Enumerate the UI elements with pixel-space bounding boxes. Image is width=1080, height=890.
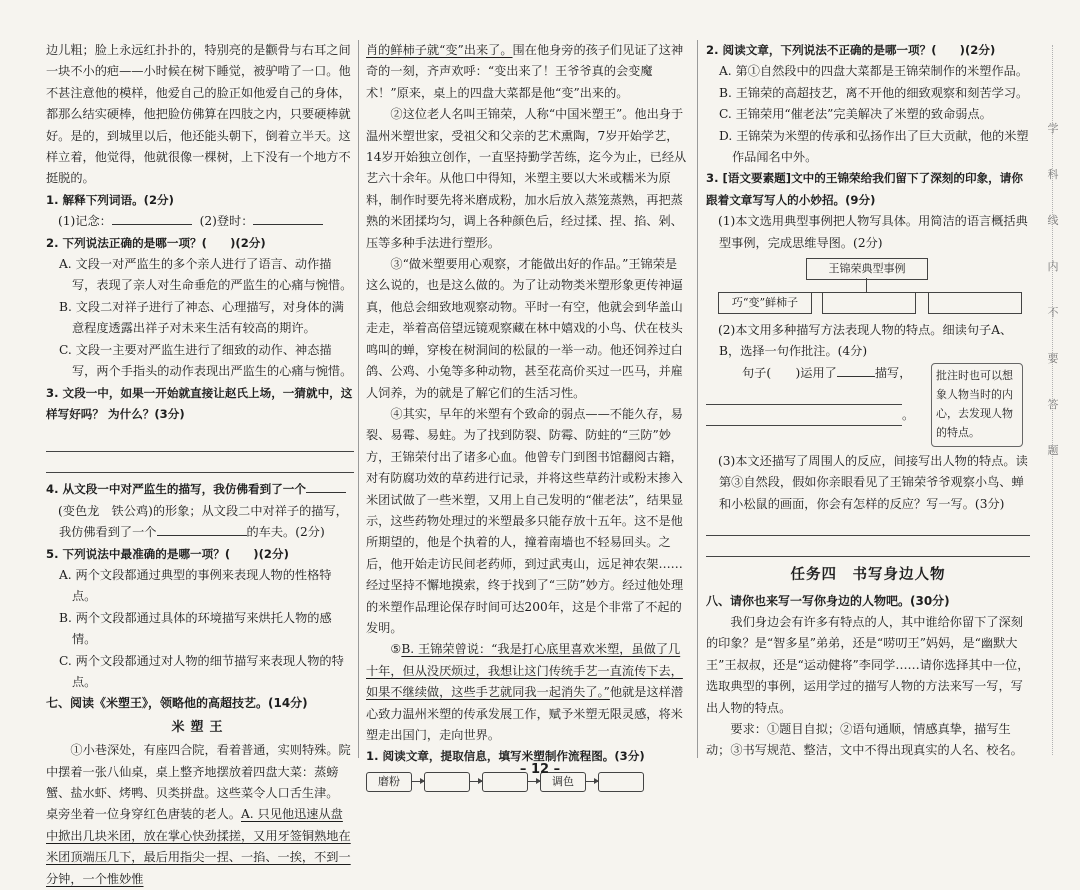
question-3: 3. 文段一中，如果一开始就直接让赵氏上场，一猜就中，这样写好吗？ 为什么？(3分) xyxy=(46,385,353,421)
margin-char: 内 xyxy=(1047,260,1059,273)
question-3-2: (2)本文用多种描写方法表现人物的特点。细读句子A、B，选择一句作批注。(4分) xyxy=(718,323,1013,359)
column-middle xyxy=(366,40,688,792)
essay-requirements: 要求：①题目自拟；②语句通顺，情感真挚，描写生动；③书写规范、整洁，文中不得出现真实的人名、校名。 xyxy=(706,721,1023,758)
mind-map-branch-blank[interactable] xyxy=(822,292,916,314)
margin-char: 线 xyxy=(1047,214,1059,227)
question-3-1: (1)本文选用典型事例把人物写具体。用简洁的语言概括典型事例，完成思维导图。(2分) xyxy=(718,214,1028,250)
margin-char: 答 xyxy=(1047,398,1059,411)
page-number: – 12 – xyxy=(519,762,561,777)
article-paragraph-2: ②这位老人名叫王锦荣，人称“中国米塑王”。他出身于温州米塑世家，受祖父和父亲的艺术熏陶，7岁开始学艺，14岁开始独立创作，一直坚持勤学苦练，迄今为止，已经从艺六十余年。从他口中得知，米塑主要以大米或糯米为原料，制作时要先将米磨成粉，加水后放入蒸笼蒸熟，再把蒸熟的米团揉均匀，调上各种颜色后，经过揉、捏、掐、剁、压等多种手法进行塑形。 xyxy=(366,107,687,250)
task-heading: 任务四 书写身边人物 xyxy=(790,567,946,584)
question-3-3: (3)本文还描写了周围人的反应，间接写出人物的特点。读第③自然段，假如你亲眼看见了王锦荣爷爷观察小鸟、蝉和小松鼠的画面，你会有怎样的反应？写一写。(3分) xyxy=(718,453,1028,511)
column-right xyxy=(706,40,1030,762)
margin-char: 学 xyxy=(1047,122,1059,135)
question-1: 1. 解释下列词语。(2分) xyxy=(46,192,174,207)
connector xyxy=(866,278,867,292)
section-7-heading: 七、阅读《米塑王》，领略他的高超技艺。(14分) xyxy=(46,696,308,711)
article-paragraph-4: ④其实，早年的米塑有个致命的弱点——不能久存，易裂、易霉、易蛀。为了找到防裂、防霉、防蛀的“三防”妙方，王锦荣付出了诸多心血。他曾专门到图书馆翻阅古籍，对有防腐功效的草药进行记录，并将这些草药汁或粉末掺入米团试做了一些米塑，又用上自己发明的“催老法”，结果显示，这些药物处理过的米塑最多只能存放十五年。这不是他所期望的，他是个执着的人，撞着南墙也不轻易回头。之后，他开始走访民间老药师，到过武夷山，远足神农架……经过坚持不懈地摸索，终于找到了“三防”妙方。经过他处理的米塑作品理论保存时间可达200年，这是个非常了不起的发明。 xyxy=(366,406,684,635)
mind-map-branch: 巧“变”鲜柿子 xyxy=(718,292,812,314)
answer-line[interactable] xyxy=(706,384,902,405)
answer-line[interactable] xyxy=(706,536,1030,557)
passage-continuation: 边儿粗；脸上永远红扑扑的，特别亮的是颧骨与右耳之间一块不小的疤——小时候在树下睡觉，被驴啃了一口。他不甚注意他的模样，他爱自己的脸正如他爱自己的身体，都那么结实硬棒，他把脸仿佛算在四肢之内，只要硬棒就好。是的，到城里以后，他还能头朝下，倒着立半天。这样立着，他觉得，他就很像一棵树，上下没有一个地方不挺脱的。 xyxy=(46,43,351,186)
option-c: C. 两个文段都通过对人物的细节描写来表现人物的特点。 xyxy=(59,653,344,689)
sentence-b: B. 王锦荣曾说：“我是打心底里喜欢米塑，虽做了几十年，但从没厌烦过，我想让这门传统手艺一直流传下去，如果不继续做，这些手艺就同我一起消失了。” xyxy=(366,642,683,700)
answer-line[interactable] xyxy=(706,515,1030,536)
question-5: 5. 下列说法中最准确的是哪一项？( )(2分) xyxy=(46,546,289,561)
article-paragraph-3: ③“做米塑要用心观察，才能做出好的作品。”王锦荣是这么说的，也是这么做的。为了让动物类米塑形象更传神逼真，他总会细致地观察动物。平时一有空，他就会到华盖山走走，举着高倍望远镜观察藏在林中嬉戏的小鸟、伏在枝头鸣叫的蝉，穿梭在树洞间的松鼠的一举一动。他还饲养过白鸽、公鸡、小兔等多种动物，甚至花高价买过一匹马，并雇人饲养，为的就是了解它们的生活习性。 xyxy=(366,257,683,400)
article-paragraph-5: ⑤B. 王锦荣曾说：“我是打心底里喜欢米塑，虽做了几十年，但从没厌烦过，我想让这门传统手艺一直流传下去，如果不继续做，这些手艺就同我一起消失了。”他就是这样潜心致力温州米塑的传承发展工作，赋予米塑无限灵感，将米塑走出国门，走向世界。 xyxy=(366,642,684,742)
option-c: C. 文段一主要对严监生进行了细致的动作、神态描写，两个手指头的动作表现出严监生的心痛与惋惜。 xyxy=(59,342,353,379)
question-4-cont: (变色龙 铁公鸡)的形象；从文段二中对祥子的描写，我仿佛看到了一个 的车夫。(2分) xyxy=(58,503,348,540)
answer-blank[interactable] xyxy=(837,363,875,377)
mind-map xyxy=(706,258,1030,318)
answer-blank[interactable] xyxy=(112,211,192,225)
flow-step-color: 调色 xyxy=(540,772,586,792)
article-paragraph-1-cont: 肖的鲜柿子就“变”出来了。围在他身旁的孩子们见证了这神奇的一刻，齐声欢呼：“变出来了！王爷爷真的会变魔术！”原来，桌上的四盘大菜都是他“变”出来的。 xyxy=(366,43,684,100)
column-divider xyxy=(697,40,698,758)
option-a: A. 两个文段都通过典型的事例来表现人物的性格特点。 xyxy=(59,567,332,604)
flow-step-grind: 磨粉 xyxy=(366,772,412,792)
question-3: 3. [语文要素题]文中的王锦荣给我们留下了深刻的印象，请你跟着文章写写人的小妙招。(9分) xyxy=(706,171,1023,207)
answer-line[interactable] xyxy=(46,452,354,473)
question-1-blanks: (1)记念： (2)登时： xyxy=(46,211,354,232)
mind-map-center: 王锦荣典型事例 xyxy=(806,258,928,280)
arrow-icon xyxy=(586,781,598,782)
column-divider xyxy=(358,40,359,758)
sentence-a: A. 只见他迅速从盘中掀出几块米团，放在掌心快劲揉搓，又用牙签铜熟地在米团顶端压几下，最后用指尖一捏、一掐、一挨，不到一分钟，一个惟妙惟 xyxy=(46,807,351,886)
answer-blank[interactable] xyxy=(306,479,346,493)
option-d: D. 王锦荣为米塑的传承和弘扬作出了巨大贡献，他的米塑作品闻名中外。 xyxy=(719,128,1029,165)
option-b: B. 王锦荣的高超技艺，离不开他的细致观察和刻苦学习。 xyxy=(719,85,1029,100)
option-b: B. 两个文段都通过具体的环境描写来烘托人物的感情。 xyxy=(59,610,332,647)
question-2: 2. 下列说法正确的是哪一项？( )(2分) xyxy=(46,235,266,250)
question-2: 2. 阅读文章，下列说法不正确的是哪一项？( )(2分) xyxy=(706,43,996,57)
essay-prompt: 我们身边会有许多有特点的人，其中谁给你留下了深刻的印象？是“智多星”弟弟，还是“唠叨王”妈妈，是“幽默大王”王叔叔，还是“运动健将”李同学……请你选择其中一位，选取典型的事例，运用学过的描写人物的方法来写一写，写出人物的特点。 xyxy=(706,614,1030,715)
option-a: A. 第①自然段中的四盘大菜都是王锦荣制作的米塑作品。 xyxy=(719,64,1029,79)
tip-note: 批注时也可以想象人物当时的内心，去发现人物的特点。 xyxy=(931,363,1023,447)
arrow-icon xyxy=(412,781,424,782)
option-b: B. 文段二对祥子进行了神态、心理描写，对身体的满意程度透露出祥子对未来生活有较高的期许。 xyxy=(59,299,344,336)
question-4: 4. 从文段一中对严监生的描写，我仿佛看到了一个 xyxy=(46,479,354,500)
answer-blank[interactable] xyxy=(253,211,323,225)
annotation-area: 句子( )运用了 描写， 。 批注时也可以想象人物当时的内心，去发现人物的特点。 xyxy=(706,363,1030,451)
margin-char: 科 xyxy=(1047,168,1059,181)
answer-line[interactable] xyxy=(46,431,354,452)
margin-char: 要 xyxy=(1047,352,1059,365)
annotation-sentence: 句子( )运用了 描写， xyxy=(706,363,1030,384)
option-a: A. 文段一对严监生的多个亲人进行了语言、动作描写，表现了亲人对生命垂危的严监生的心痛与惋惜。 xyxy=(59,257,353,293)
article-paragraph-1: ①小巷深处，有座四合院，看着普通，实则特殊。院中摆着一张八仙桌，桌上整齐地摆放着四盘大菜：蒸螃蟹、盐水虾、烤鸭、贝类拼盘。这些菜令人口舌生津。 桌旁坐着一位身穿红色唐装的老人。A. 只见他迅速从盘中掀出几块米团，放在掌心快劲揉搓，又用牙签铜熟地在米团顶端压几下，最后用指尖一捏、一掐、一挨，不到一分钟，一个惟妙惟 xyxy=(46,743,351,886)
option-c: C. 王锦荣用“催老法”完美解决了米塑的致命弱点。 xyxy=(719,107,992,122)
article-title: 米塑王 xyxy=(171,719,229,735)
binding-margin xyxy=(1044,120,1062,488)
arrow-icon xyxy=(470,781,482,782)
arrow-icon xyxy=(528,781,540,782)
answer-line[interactable] xyxy=(706,405,902,426)
section-8-heading: 八、请你也来写一写你身边的人物吧。(30分) xyxy=(706,593,950,608)
mind-map-branch-blank[interactable] xyxy=(928,292,1022,314)
answer-blank[interactable] xyxy=(157,522,247,536)
margin-char: 不 xyxy=(1047,306,1059,319)
margin-char: 题 xyxy=(1047,444,1059,457)
question-1-flow: 1. 阅读文章，提取信息，填写米塑制作流程图。(3分) xyxy=(366,749,645,764)
